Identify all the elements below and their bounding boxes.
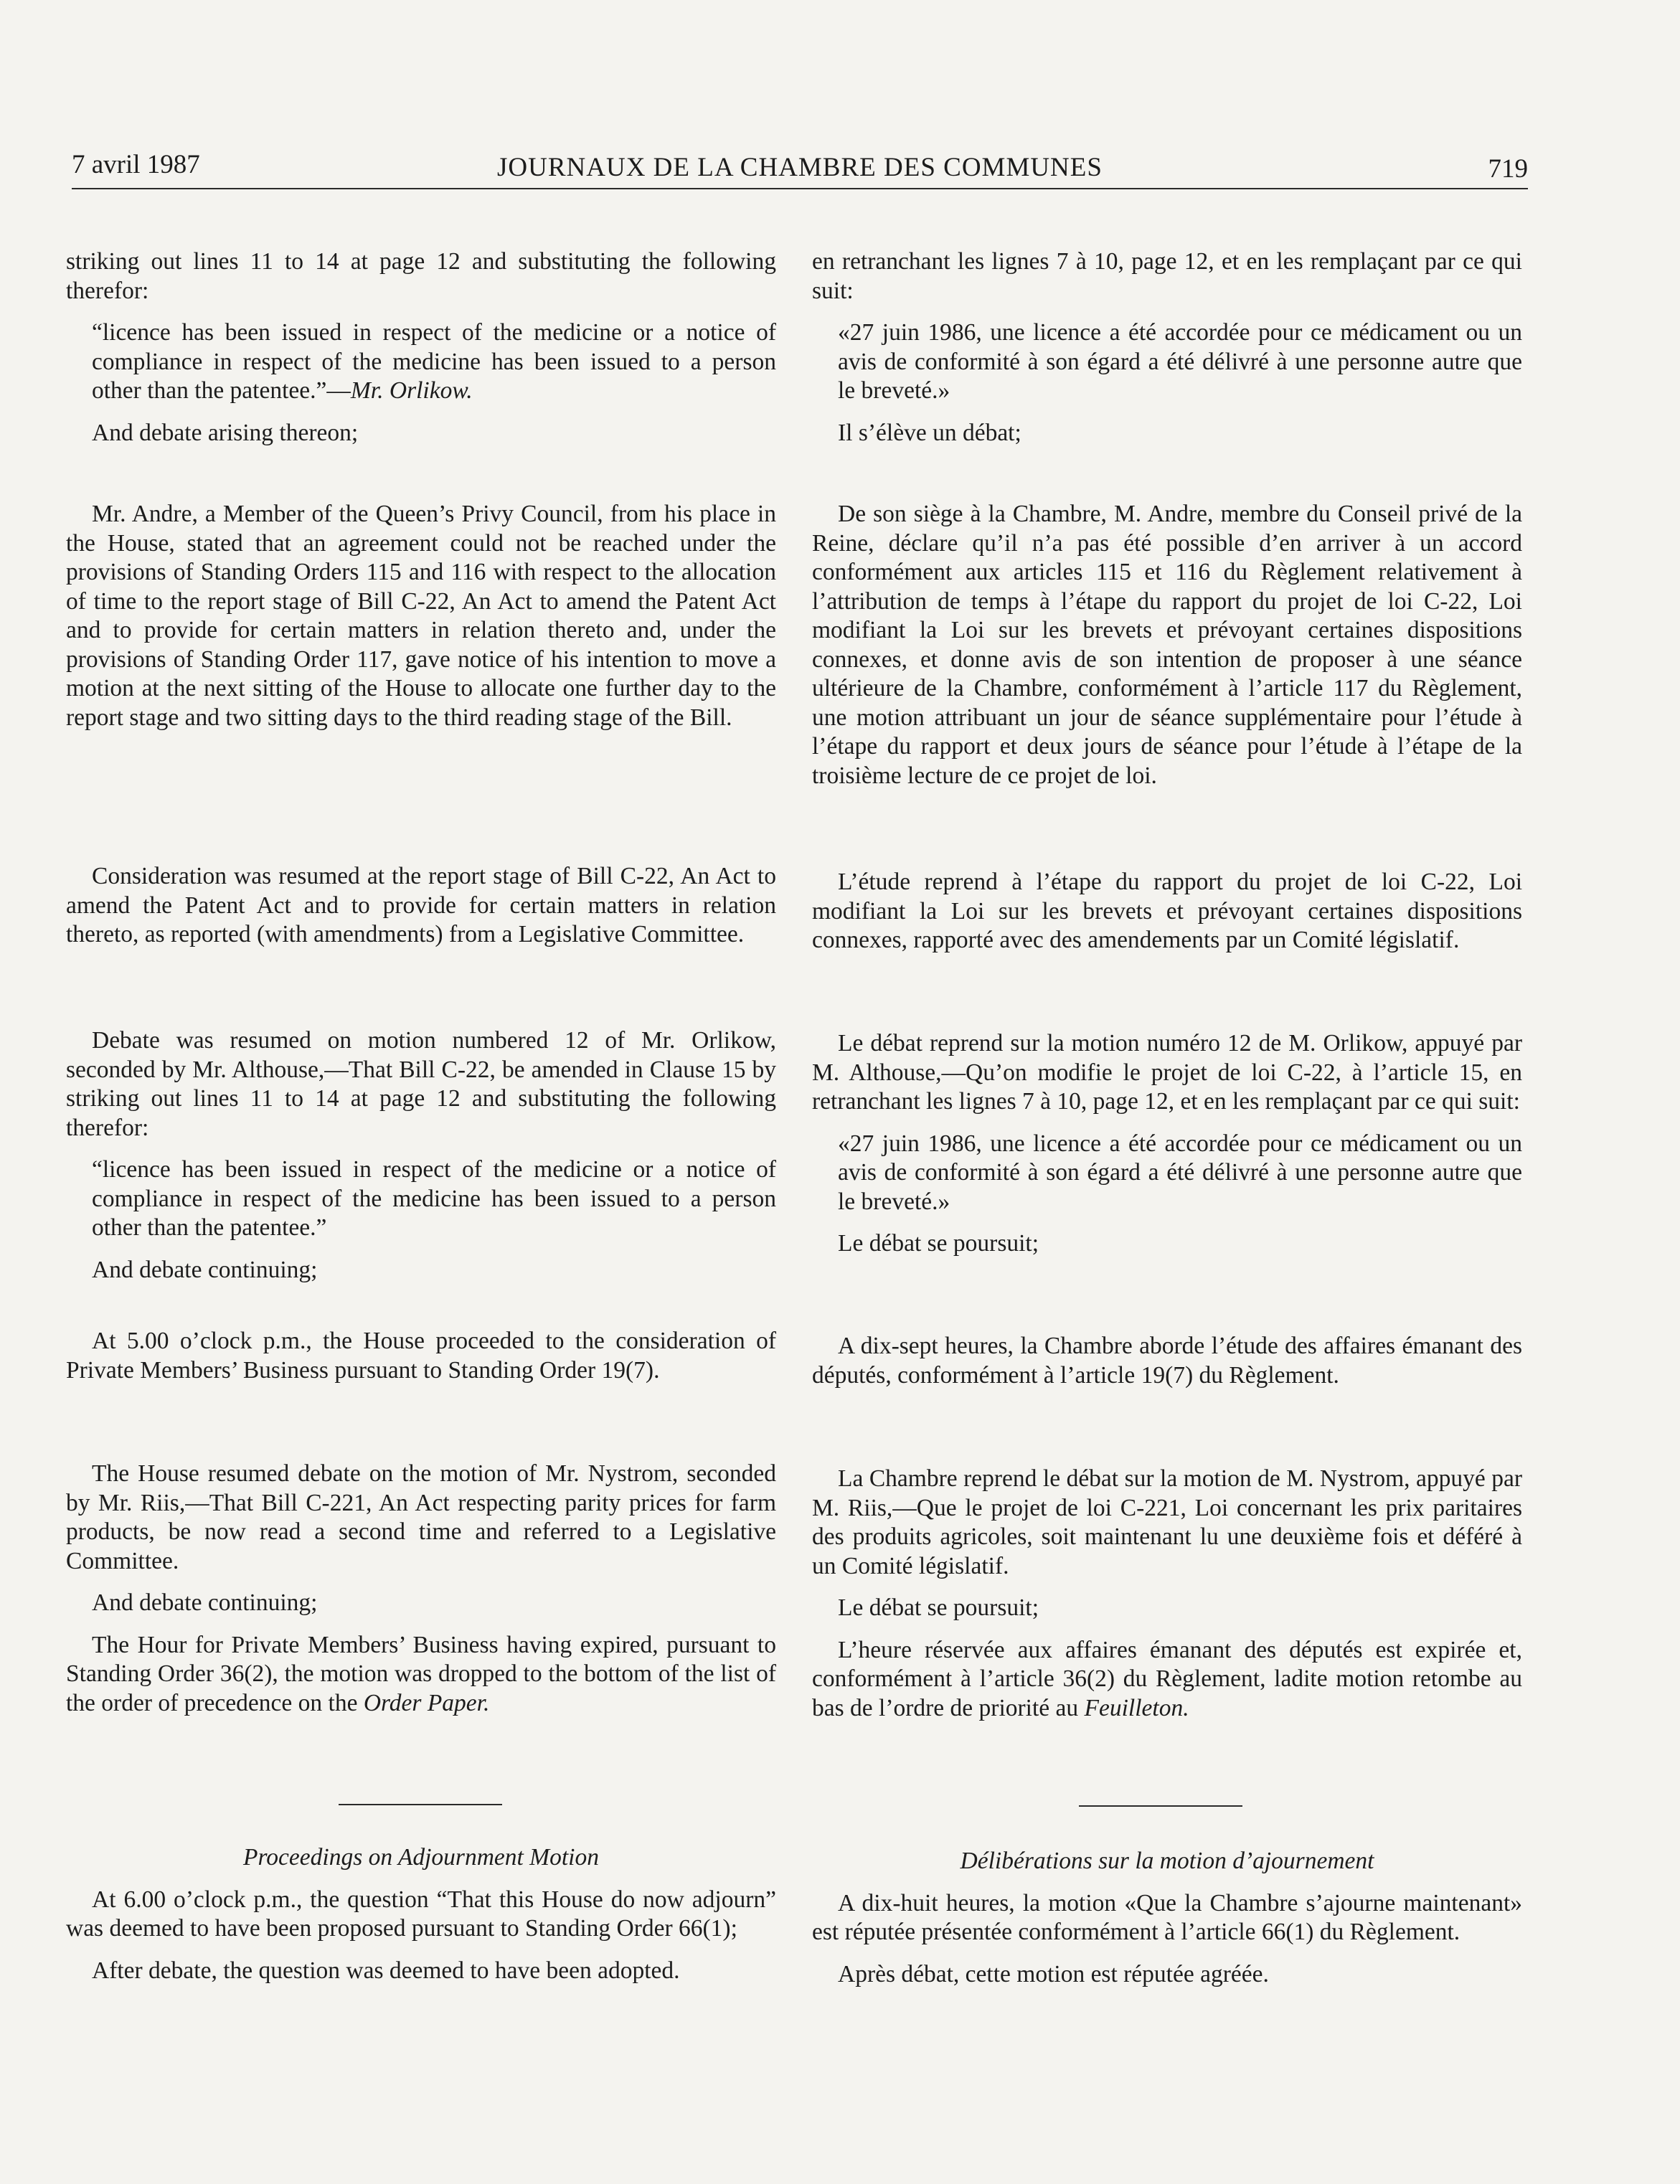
fr-paragraph: en retranchant les lignes 7 à 10, page 12, et en les remplaçant par ce qui suit: [812, 248, 1522, 304]
fr-feuilleton: Feuilleton. [1084, 1694, 1189, 1721]
en-paragraph: Mr. Andre, a Member of the Queen’s Privy Council, from his place in the House, stated that an agreement could not be reached under the provisions of Standing Orders 115 and 116 with respect to the allocation of time to the report stage of Bill C-22, An Act to amend the Patent Act and to provide for certain matters in relation thereto and, under the provisions of Standing Order 117, gave notice of his intention to move a motion at the next sitting of the House to allocate one further day to the report stage and two sitting days to the third reading stage of the Bill. [66, 501, 776, 731]
en-order-paper: Order Paper. [363, 1689, 490, 1716]
fr-section-heading: Délibérations sur la motion d’ajournement [960, 1848, 1374, 1874]
fr-paragraph: Le débat se poursuit; [838, 1594, 1039, 1621]
en-paragraph: striking out lines 11 to 14 at page 12 and substituting the following therefor: [66, 248, 776, 304]
en-block-nystrom [66, 1460, 776, 1731]
en-paragraph: And debate continuing; [92, 1256, 318, 1283]
en-block-private-members [66, 1327, 776, 1398]
fr-block-private-members [812, 1332, 1522, 1403]
en-paragraph: After debate, the question was deemed to have been adopted. [92, 1957, 680, 1984]
fr-paragraph: De son siège à la Chambre, M. Andre, membre du Conseil privé de la Reine, déclare qu’il n’a pas été possible d’en arriver à un accord conformément aux articles 115 et 116 du Règlement relativement à l’attribution de temps à l’étape du rapport du projet de loi C-22, Loi modifiant la Loi sur les brevets et prévoyant certaines dispositions connexes, et donne avis de son intention de proposer à une séance ultérieure de la Chambre, conformément à l’article 117 du Règlement, une motion attribuant un jour de séance supplémentaire pour l’étude à l’étape du rapport et deux jours de séance pour l’étude à l’étape de la troisième lecture de ce projet de loi. [812, 501, 1522, 789]
en-block-adjournment [66, 1843, 776, 1998]
header-page-number: 719 [1488, 154, 1528, 184]
en-paragraph: And debate arising thereon; [92, 419, 359, 446]
en-block-debate-orlikow [66, 1026, 776, 1297]
header-journal-title: JOURNAUX DE LA CHAMBRE DES COMMUNES [497, 153, 1103, 182]
fr-block-consideration [812, 868, 1522, 968]
header-date: 7 avril 1987 [72, 150, 200, 179]
fr-paragraph: Le débat reprend sur la motion numéro 12 de M. Orlikow, appuyé par M. Althouse,—Qu’on modifie le projet de loi C-22, à l’article 15, en retranchant les lignes 7 à 10, page 12, et en les remplaçant par ce qui suit: [812, 1030, 1522, 1115]
fr-block-amendment [812, 247, 1522, 460]
fr-block-debate-orlikow [812, 1029, 1522, 1272]
en-paragraph: At 5.00 o’clock p.m., the House proceeded to the consideration of Private Members’ Business pursuant to Standing Order 19(7). [66, 1328, 776, 1384]
fr-paragraph: A dix-huit heures, la motion «Que la Chambre s’ajourne maintenant» est réputée présentée conformément à l’article 66(1) du Règlement. [812, 1889, 1522, 1945]
en-block-amendment [66, 247, 776, 460]
fr-quote: «27 juin 1986, une licence a été accordée pour ce médicament ou un avis de conformité à son égard a été délivré à une personne autre que le breveté.» [838, 1130, 1522, 1215]
en-quote-author: Mr. Orlikow. [350, 377, 473, 404]
en-paragraph [66, 1631, 776, 1719]
en-paragraph: At 6.00 o’clock p.m., the question “That this House do now adjourn” was deemed to have been proposed pursuant to Standing Order 66(1); [66, 1886, 776, 1942]
running-header [72, 145, 1528, 189]
fr-paragraph: Il s’élève un débat; [838, 419, 1021, 446]
en-quote-text: “licence has been issued in respect of the medicine or a notice of compliance in respect of the medicine has been issued to a person other than the patentee.”— [92, 319, 776, 404]
fr-paragraph: Après débat, cette motion est réputée agréée. [838, 1960, 1269, 1987]
en-section-heading: Proceedings on Adjournment Motion [243, 1844, 599, 1871]
en-quote: “licence has been issued in respect of the medicine or a notice of compliance in respect of the medicine has been issued to a person other than the patentee.” [92, 1156, 776, 1241]
fr-paragraph: A dix-sept heures, la Chambre aborde l’étude des affaires émanant des députés, conformément à l’article 19(7) du Règlement. [812, 1333, 1522, 1389]
en-quote [66, 318, 776, 406]
fr-paragraph [812, 1636, 1522, 1724]
fr-paragraph: La Chambre reprend le débat sur la motion de M. Nystrom, appuyé par M. Riis,—Que le projet de loi C-221, Loi concernant les prix paritaires des produits agricoles, soit maintenant lu une deuxième fois et déféré à un Comité législatif. [812, 1465, 1522, 1579]
fr-block-andre [812, 500, 1522, 803]
section-divider [1079, 1805, 1242, 1807]
fr-paragraph: Le débat se poursuit; [838, 1230, 1039, 1257]
fr-block-nystrom [812, 1465, 1522, 1736]
fr-block-adjournment [812, 1847, 1522, 2002]
fr-quote: «27 juin 1986, une licence a été accordée pour ce médicament ou un avis de conformité à son égard a été délivré à une personne autre que le breveté.» [838, 319, 1522, 404]
en-hour-expired-text: The Hour for Private Members’ Business having expired, pursuant to Standing Order 36(2), the motion was dropped to the bottom of the list of the order of precedence on the [66, 1631, 776, 1716]
en-block-consideration [66, 862, 776, 963]
en-paragraph: And debate continuing; [92, 1589, 318, 1616]
en-block-andre [66, 500, 776, 745]
fr-paragraph: L’étude reprend à l’étape du rapport du projet de loi C-22, Loi modifiant la Loi sur les brevets et prévoyant certaines dispositions connexes, rapporté avec des amendements par un Comité législatif. [812, 869, 1522, 953]
en-paragraph: The House resumed debate on the motion of Mr. Nystrom, seconded by Mr. Riis,—That Bill C-221, An Act respecting parity prices for farm products, be now read a second time and referred to a Legislative Committee. [66, 1460, 776, 1574]
en-paragraph: Debate was resumed on motion numbered 12 of Mr. Orlikow, seconded by Mr. Althouse,—That Bill C-22, be amended in Clause 15 by striking out lines 11 to 14 at page 12 and substituting the following therefor: [66, 1027, 776, 1141]
fr-hour-expired-text: L’heure réservée aux affaires émanant des députés est expirée et, conformément à l’article 36(2) du Règlement, ladite motion retombe au bas de l’ordre de priorité au [812, 1636, 1522, 1721]
en-paragraph: Consideration was resumed at the report stage of Bill C-22, An Act to amend the Patent Act and to provide for certain matters in relation thereto, as reported (with amendments) from a Legislative Committee. [66, 863, 776, 947]
section-divider [339, 1804, 502, 1805]
